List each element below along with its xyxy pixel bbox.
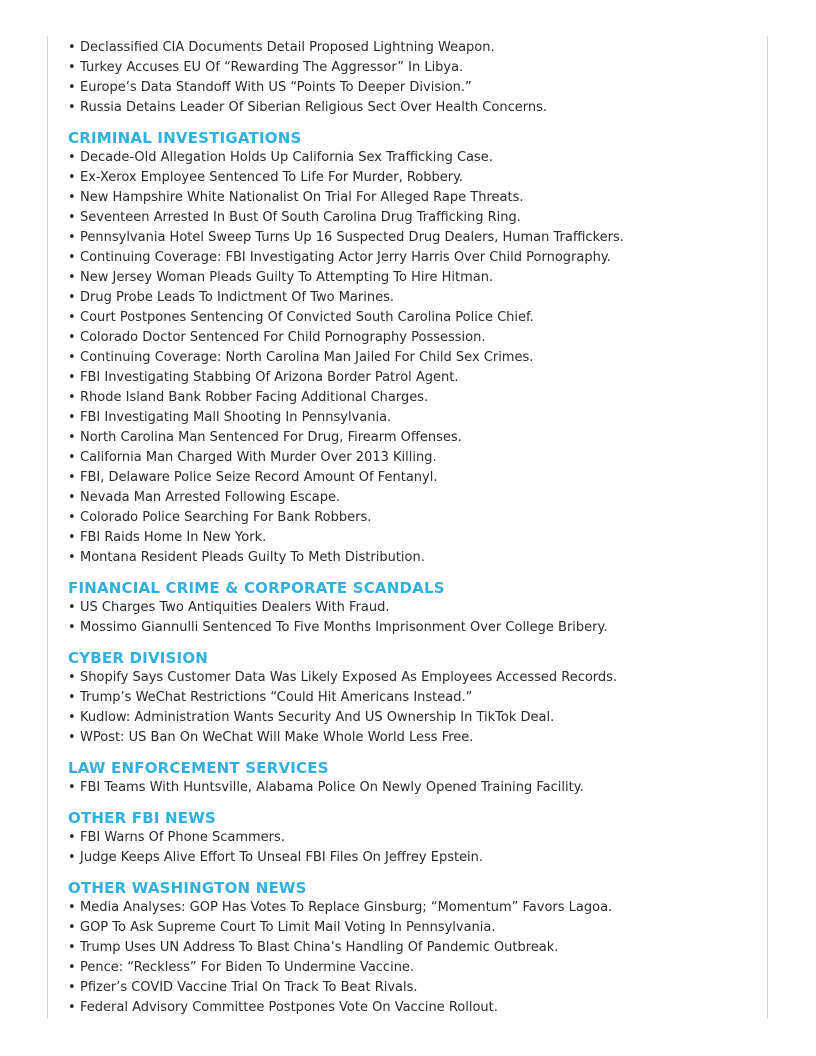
headline-link[interactable]: • WPost: US Ban On WeChat Will Make Whole World Less Free. bbox=[68, 728, 757, 748]
headline-link[interactable]: • Drug Probe Leads To Indictment Of Two Marines. bbox=[68, 288, 757, 308]
headline-link[interactable]: • Colorado Doctor Sentenced For Child Pornography Possession. bbox=[68, 328, 757, 348]
headline-link[interactable]: • Trump Uses UN Address To Blast China’s Handling Of Pandemic Outbreak. bbox=[68, 938, 757, 958]
headline-link[interactable]: • Ex-Xerox Employee Sentenced To Life For Murder, Robbery. bbox=[68, 168, 757, 188]
newsletter-page bbox=[47, 36, 768, 1018]
headline-link[interactable]: • Europe’s Data Standoff With US “Points To Deeper Division.” bbox=[68, 78, 757, 98]
section-headline-list bbox=[68, 898, 757, 1018]
section-title-cyber-division: CYBER DIVISION bbox=[68, 649, 209, 667]
headline-link[interactable]: • Judge Keeps Alive Effort To Unseal FBI Files On Jeffrey Epstein. bbox=[68, 848, 757, 868]
headline-link[interactable]: • Nevada Man Arrested Following Escape. bbox=[68, 488, 757, 508]
headline-link[interactable]: • Mossimo Giannulli Sentenced To Five Months Imprisonment Over College Bribery. bbox=[68, 618, 757, 638]
headline-link[interactable]: • New Jersey Woman Pleads Guilty To Attempting To Hire Hitman. bbox=[68, 268, 757, 288]
section-headline-list bbox=[68, 148, 757, 568]
headline-link[interactable]: • Pfizer’s COVID Vaccine Trial On Track To Beat Rivals. bbox=[68, 978, 757, 998]
headline-link[interactable]: • Pennsylvania Hotel Sweep Turns Up 16 Suspected Drug Dealers, Human Traffickers. bbox=[68, 228, 757, 248]
headline-link[interactable]: • Colorado Police Searching For Bank Robbers. bbox=[68, 508, 757, 528]
headline-link[interactable]: • Continuing Coverage: North Carolina Man Jailed For Child Sex Crimes. bbox=[68, 348, 757, 368]
headline-link[interactable]: • Decade-Old Allegation Holds Up California Sex Trafficking Case. bbox=[68, 148, 757, 168]
headline-link[interactable]: • Court Postpones Sentencing Of Convicted South Carolina Police Chief. bbox=[68, 308, 757, 328]
headline-link[interactable]: • Declassified CIA Documents Detail Proposed Lightning Weapon. bbox=[68, 38, 757, 58]
intro-headline-list bbox=[68, 38, 757, 118]
newsletter-content bbox=[68, 38, 757, 1018]
headline-link[interactable]: • Media Analyses: GOP Has Votes To Replace Ginsburg; “Momentum” Favors Lagoa. bbox=[68, 898, 757, 918]
section-headline-list bbox=[68, 598, 757, 638]
headline-link[interactable]: • Russia Detains Leader Of Siberian Religious Sect Over Health Concerns. bbox=[68, 98, 757, 118]
headline-link[interactable]: • FBI Investigating Stabbing Of Arizona Border Patrol Agent. bbox=[68, 368, 757, 388]
headline-link[interactable]: • North Carolina Man Sentenced For Drug, Firearm Offenses. bbox=[68, 428, 757, 448]
headline-link[interactable]: • FBI, Delaware Police Seize Record Amount Of Fentanyl. bbox=[68, 468, 757, 488]
section-title-other-fbi-news: OTHER FBI NEWS bbox=[68, 809, 216, 827]
headline-link[interactable]: • Seventeen Arrested In Bust Of South Carolina Drug Trafficking Ring. bbox=[68, 208, 757, 228]
headline-link[interactable]: • Montana Resident Pleads Guilty To Meth Distribution. bbox=[68, 548, 757, 568]
section-title-criminal-investigations: CRIMINAL INVESTIGATIONS bbox=[68, 129, 302, 147]
headline-link[interactable]: • US Charges Two Antiquities Dealers With Fraud. bbox=[68, 598, 757, 618]
headline-link[interactable]: • Kudlow: Administration Wants Security And US Ownership In TikTok Deal. bbox=[68, 708, 757, 728]
section-headline-list bbox=[68, 828, 757, 868]
headline-link[interactable]: • Pence: “Reckless” For Biden To Undermine Vaccine. bbox=[68, 958, 757, 978]
headline-link[interactable]: • California Man Charged With Murder Over 2013 Killing. bbox=[68, 448, 757, 468]
headline-link[interactable]: • Turkey Accuses EU Of “Rewarding The Aggressor” In Libya. bbox=[68, 58, 757, 78]
headline-link[interactable]: • Federal Advisory Committee Postpones Vote On Vaccine Rollout. bbox=[68, 998, 757, 1018]
headline-link[interactable]: • FBI Raids Home In New York. bbox=[68, 528, 757, 548]
headline-link[interactable]: • GOP To Ask Supreme Court To Limit Mail Voting In Pennsylvania. bbox=[68, 918, 757, 938]
headline-link[interactable]: • New Hampshire White Nationalist On Trial For Alleged Rape Threats. bbox=[68, 188, 757, 208]
section-headline-list bbox=[68, 668, 757, 748]
section-title-financial-crime-and-corporate-scandals: FINANCIAL CRIME & CORPORATE SCANDALS bbox=[68, 579, 445, 597]
section-headline-list bbox=[68, 778, 757, 798]
headline-link[interactable]: • FBI Teams With Huntsville, Alabama Police On Newly Opened Training Facility. bbox=[68, 778, 757, 798]
headline-link[interactable]: • Continuing Coverage: FBI Investigating Actor Jerry Harris Over Child Pornography. bbox=[68, 248, 757, 268]
headline-link[interactable]: • FBI Investigating Mall Shooting In Pennsylvania. bbox=[68, 408, 757, 428]
headline-link[interactable]: • Trump’s WeChat Restrictions “Could Hit Americans Instead.” bbox=[68, 688, 757, 708]
headline-link[interactable]: • Rhode Island Bank Robber Facing Additional Charges. bbox=[68, 388, 757, 408]
headline-link[interactable]: • Shopify Says Customer Data Was Likely Exposed As Employees Accessed Records. bbox=[68, 668, 757, 688]
section-title-other-washington-news: OTHER WASHINGTON NEWS bbox=[68, 879, 307, 897]
section-title-law-enforcement-services: LAW ENFORCEMENT SERVICES bbox=[68, 759, 329, 777]
headline-link[interactable]: • FBI Warns Of Phone Scammers. bbox=[68, 828, 757, 848]
